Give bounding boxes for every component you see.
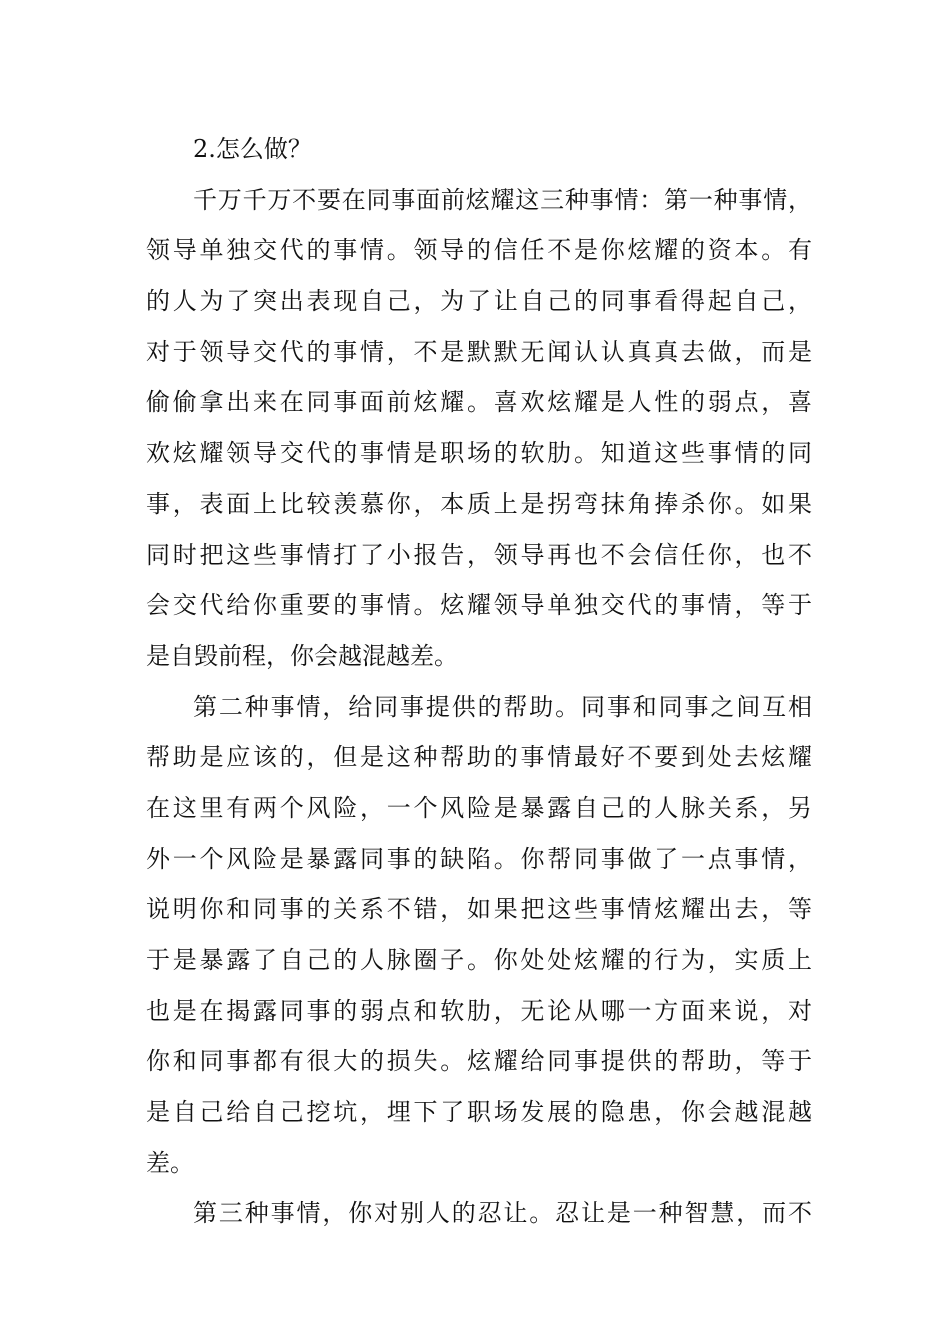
paragraph-1-line-2: 领导单独交代的事情。领导的信任不是你炫耀的资本。有 [146, 236, 812, 265]
paragraph-2-line-3: 在这里有两个风险，一个风险是暴露自己的人脉关系，另 [146, 793, 812, 822]
paragraph-1-line-4: 对于领导交代的事情，不是默默无闻认认真真去做，而是 [146, 337, 812, 366]
document-body [146, 124, 812, 1239]
paragraph-2-line-4: 外一个风险是暴露同事的缺陷。你帮同事做了一点事情， [146, 844, 812, 873]
paragraph-1-line-3: 的人为了突出表现自己，为了让自己的同事看得起自己， [146, 287, 812, 316]
paragraph-1-line-6: 欢炫耀领导交代的事情是职场的软肋。知道这些事情的同 [146, 439, 812, 468]
paragraph-1-line-8: 同时把这些事情打了小报告，领导再也不会信任你，也不 [146, 540, 812, 569]
paragraph-2-line-7: 也是在揭露同事的弱点和软肋，无论从哪一方面来说，对 [146, 996, 812, 1025]
paragraph-2-line-8: 你和同事都有很大的损失。炫耀给同事提供的帮助，等于 [146, 1047, 812, 1076]
paragraph-2-line-5: 说明你和同事的关系不错，如果把这些事情炫耀出去，等 [146, 895, 812, 924]
paragraph-2-line-2: 帮助是应该的，但是这种帮助的事情最好不要到处去炫耀 [146, 743, 812, 772]
paragraph-1-line-10: 是自毁前程，你会越混越差。 [146, 641, 458, 670]
paragraph-1-line-9: 会交代给你重要的事情。炫耀领导单独交代的事情，等于 [146, 591, 812, 620]
paragraph-2-line-1: 第二种事情，给同事提供的帮助。同事和同事之间互相 [193, 692, 812, 721]
paragraph-2-line-9: 是自己给自己挖坑，埋下了职场发展的隐患，你会越混越 [146, 1098, 812, 1127]
paragraph-2-line-10: 差。 [146, 1148, 194, 1177]
paragraph-1-line-7: 事，表面上比较羡慕你，本质上是拐弯抹角捧杀你。如果 [146, 489, 812, 518]
paragraph-3-line-1: 第三种事情，你对别人的忍让。忍让是一种智慧，而不 [193, 1199, 812, 1228]
section-heading: 2.怎么做？ [193, 135, 312, 163]
paragraph-1-line-1: 千万千万不要在同事面前炫耀这三种事情：第一种事情， [193, 185, 812, 214]
paragraph-1-line-5: 偷偷拿出来在同事面前炫耀。喜欢炫耀是人性的弱点，喜 [146, 388, 812, 417]
paragraph-2-line-6: 于是暴露了自己的人脉圈子。你处处炫耀的行为，实质上 [146, 946, 812, 974]
